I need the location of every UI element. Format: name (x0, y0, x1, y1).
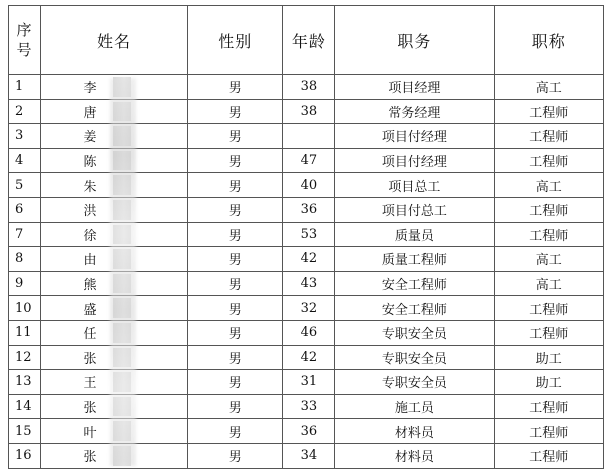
cell-age: 46 (283, 320, 335, 345)
cell-gender: 男 (187, 173, 282, 198)
cell-index: 11 (9, 320, 41, 345)
surname: 由 (83, 253, 97, 269)
table-row (9, 197, 604, 222)
cell-index: 10 (9, 296, 41, 321)
cell-age: 36 (283, 419, 335, 444)
cell-job: 项目付经理 (335, 124, 494, 149)
surname: 张 (83, 450, 97, 466)
cell-job: 质量员 (335, 222, 494, 247)
surname: 李 (83, 81, 97, 97)
cell-job: 专职安全员 (335, 320, 494, 345)
surname: 朱 (83, 179, 97, 195)
header-index: 序号 (9, 6, 41, 75)
cell-gender: 男 (187, 345, 282, 370)
cell-title: 工程师 (494, 419, 603, 444)
cell-gender: 男 (187, 247, 282, 272)
cell-index: 5 (9, 173, 41, 198)
table-row (9, 394, 604, 419)
cell-job: 项目总工 (335, 173, 494, 198)
table-row (9, 296, 604, 321)
cell-age (283, 124, 335, 149)
cell-title: 高工 (494, 173, 603, 198)
cell-title: 高工 (494, 271, 603, 296)
table-row (9, 370, 604, 395)
cell-age: 40 (283, 173, 335, 198)
cell-title: 工程师 (494, 99, 603, 124)
header-title: 职称 (494, 6, 603, 75)
cell-job: 施工员 (335, 394, 494, 419)
surname: 任 (83, 327, 97, 343)
surname: 张 (83, 351, 97, 367)
cell-title: 高工 (494, 75, 603, 100)
cell-gender: 男 (187, 148, 282, 173)
cell-index: 16 (9, 443, 41, 468)
cell-gender: 男 (187, 124, 282, 149)
cell-gender: 男 (187, 75, 282, 100)
cell-gender: 男 (187, 443, 282, 468)
cell-index: 2 (9, 99, 41, 124)
surname: 陈 (83, 155, 97, 171)
table-row (9, 99, 604, 124)
cell-job: 项目付经理 (335, 148, 494, 173)
header-gender: 性别 (187, 6, 282, 75)
cell-title: 工程师 (494, 394, 603, 419)
redaction-smear (110, 78, 136, 466)
header-job: 职务 (335, 6, 494, 75)
header-name: 姓名 (40, 6, 187, 75)
table-row (9, 320, 604, 345)
cell-index: 4 (9, 148, 41, 173)
cell-title: 工程师 (494, 222, 603, 247)
cell-title: 工程师 (494, 148, 603, 173)
table-row (9, 247, 604, 272)
cell-age: 33 (283, 394, 335, 419)
cell-job: 安全工程师 (335, 271, 494, 296)
surname: 叶 (83, 425, 97, 441)
cell-gender: 男 (187, 370, 282, 395)
table-row (9, 75, 604, 100)
cell-job: 安全工程师 (335, 296, 494, 321)
cell-age: 47 (283, 148, 335, 173)
cell-index: 9 (9, 271, 41, 296)
table-row (9, 222, 604, 247)
surname: 姜 (83, 130, 97, 146)
table-row (9, 124, 604, 149)
cell-job: 专职安全员 (335, 370, 494, 395)
cell-job: 项目经理 (335, 75, 494, 100)
cell-gender: 男 (187, 271, 282, 296)
header-age: 年龄 (283, 6, 335, 75)
surname: 王 (83, 376, 97, 392)
cell-title: 高工 (494, 247, 603, 272)
cell-job: 材料员 (335, 419, 494, 444)
table-row (9, 148, 604, 173)
cell-title: 工程师 (494, 296, 603, 321)
header-row (9, 6, 604, 75)
table-row (9, 271, 604, 296)
cell-gender: 男 (187, 419, 282, 444)
cell-age: 38 (283, 75, 335, 100)
cell-age: 32 (283, 296, 335, 321)
cell-age: 42 (283, 247, 335, 272)
cell-job: 常务经理 (335, 99, 494, 124)
cell-title: 工程师 (494, 443, 603, 468)
personnel-table (8, 5, 604, 469)
cell-index: 12 (9, 345, 41, 370)
cell-age: 34 (283, 443, 335, 468)
cell-index: 7 (9, 222, 41, 247)
cell-title: 工程师 (494, 124, 603, 149)
cell-index: 6 (9, 197, 41, 222)
cell-age: 42 (283, 345, 335, 370)
cell-title: 工程师 (494, 197, 603, 222)
table-row (9, 443, 604, 468)
cell-gender: 男 (187, 197, 282, 222)
surname: 盛 (83, 302, 97, 318)
cell-gender: 男 (187, 99, 282, 124)
surname: 唐 (83, 105, 97, 121)
cell-gender: 男 (187, 394, 282, 419)
cell-age: 36 (283, 197, 335, 222)
cell-job: 质量工程师 (335, 247, 494, 272)
cell-index: 8 (9, 247, 41, 272)
cell-title: 工程师 (494, 320, 603, 345)
surname: 洪 (83, 204, 97, 220)
cell-job: 材料员 (335, 443, 494, 468)
cell-gender: 男 (187, 222, 282, 247)
cell-index: 1 (9, 75, 41, 100)
cell-job: 专职安全员 (335, 345, 494, 370)
cell-age: 38 (283, 99, 335, 124)
table-row (9, 345, 604, 370)
cell-index: 15 (9, 419, 41, 444)
surname: 张 (83, 401, 97, 417)
surname: 熊 (83, 278, 97, 294)
cell-age: 43 (283, 271, 335, 296)
cell-title: 助工 (494, 370, 603, 395)
cell-title: 助工 (494, 345, 603, 370)
cell-job: 项目付总工 (335, 197, 494, 222)
table-row (9, 173, 604, 198)
cell-gender: 男 (187, 320, 282, 345)
cell-index: 14 (9, 394, 41, 419)
table-body (9, 75, 604, 469)
cell-index: 3 (9, 124, 41, 149)
cell-gender: 男 (187, 296, 282, 321)
cell-index: 13 (9, 370, 41, 395)
surname: 徐 (83, 228, 97, 244)
cell-age: 53 (283, 222, 335, 247)
table-row (9, 419, 604, 444)
cell-age: 31 (283, 370, 335, 395)
